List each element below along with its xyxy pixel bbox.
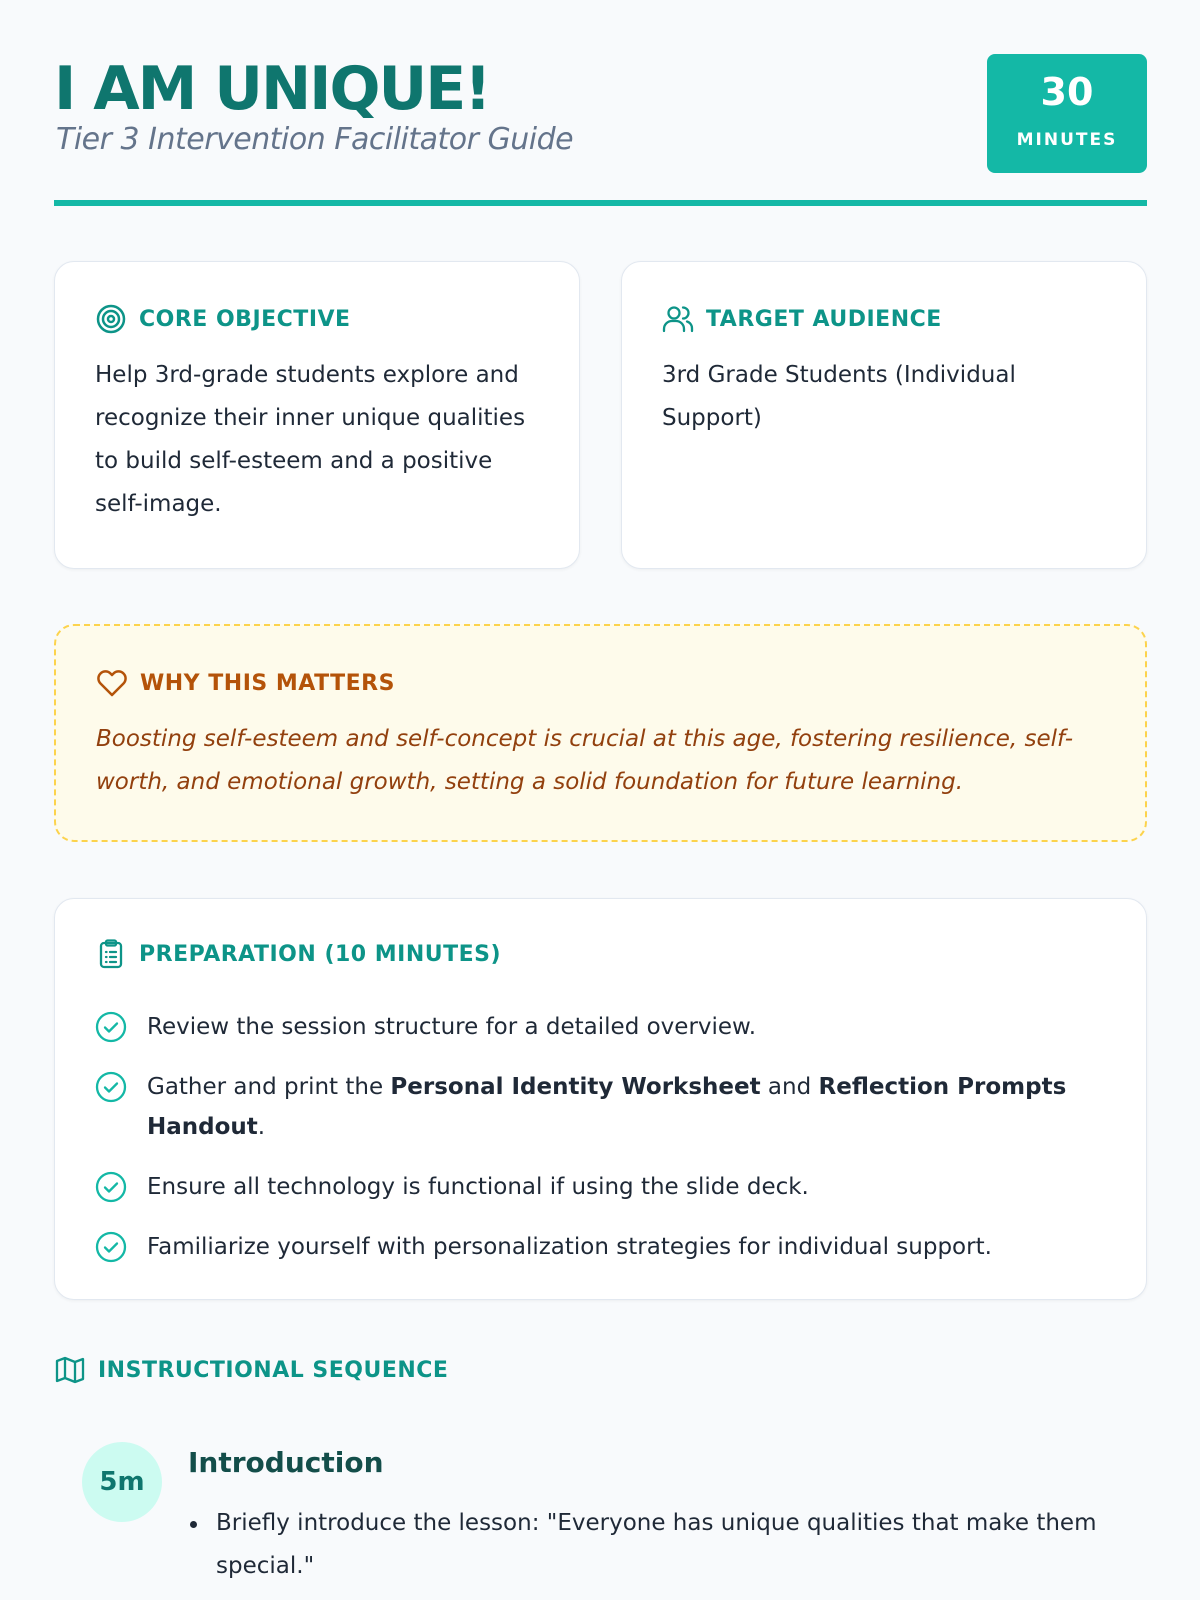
list-item [95, 1067, 1106, 1147]
check-circle-icon [95, 1007, 129, 1047]
audience-header [662, 302, 942, 336]
map-icon [54, 1354, 86, 1386]
duration-badge [987, 54, 1147, 173]
check-circle-icon [95, 1227, 129, 1267]
list-item: Briefly introduce the lesson: "Everyone has unique qualities that make them special." [188, 1502, 1108, 1588]
page-title: I AM UNIQUE! [54, 54, 490, 124]
why-text: Boosting self-esteem and self-concept is crucial at this age, fostering resilience, self-worth, and emotional growth, setting a solid foundation for future learning. [96, 726, 1074, 795]
why-heading: WHY THIS MATTERS [140, 670, 395, 696]
target-icon [95, 303, 127, 335]
heart-icon [96, 667, 128, 699]
objective-heading: CORE OBJECTIVE [139, 306, 351, 332]
users-icon [662, 303, 694, 335]
preparation-card [54, 898, 1147, 1300]
list-item [95, 1007, 1106, 1047]
audience-heading: TARGET AUDIENCE [706, 306, 942, 332]
why-this-matters-callout [54, 624, 1147, 842]
preparation-item-text [147, 1067, 1106, 1147]
clipboard-list-icon [95, 938, 127, 970]
preparation-item-text: Review the session structure for a detailed overview. [147, 1014, 757, 1040]
text-segment: . [257, 1114, 266, 1140]
handout-name: Reflection Prompts Handout [147, 1074, 1067, 1140]
text-segment: and [760, 1074, 819, 1100]
why-header [96, 666, 395, 700]
text-segment: Gather and print the [147, 1074, 391, 1100]
facilitator-guide-page [54, 0, 1147, 1600]
step-bullet-list [188, 1502, 1108, 1588]
duration-unit: MINUTES [1016, 130, 1118, 150]
sequence-step [82, 1442, 1147, 1600]
preparation-heading: PREPARATION (10 MINUTES) [139, 941, 502, 967]
step-duration-badge: 5m [82, 1442, 162, 1522]
audience-card [621, 261, 1147, 569]
preparation-item-text: Familiarize yourself with personalization strategies for individual support. [147, 1234, 992, 1260]
preparation-list [95, 1007, 1106, 1287]
sequence-heading: INSTRUCTIONAL SEQUENCE [98, 1357, 449, 1383]
header-divider [54, 200, 1147, 206]
sequence-header [54, 1352, 448, 1388]
objective-header [95, 302, 351, 336]
page-header [54, 52, 1147, 207]
audience-text: 3rd Grade Students (Individual Support) [662, 362, 1016, 431]
page-subtitle: Tier 3 Intervention Facilitator Guide [56, 122, 574, 157]
objective-text: Help 3rd-grade students explore and recognize their inner unique qualities to build self-esteem and a positive self-image. [95, 362, 526, 517]
check-circle-icon [95, 1067, 129, 1107]
duration-value: 30 [1040, 70, 1094, 114]
list-item [95, 1167, 1106, 1207]
preparation-item-text: Ensure all technology is functional if using the slide deck. [147, 1174, 809, 1200]
check-circle-icon [95, 1167, 129, 1207]
step-title: Introduction [188, 1446, 384, 1479]
preparation-header [95, 937, 501, 971]
worksheet-name: Personal Identity Worksheet [390, 1074, 761, 1100]
objective-card [54, 261, 580, 569]
list-item [95, 1227, 1106, 1267]
